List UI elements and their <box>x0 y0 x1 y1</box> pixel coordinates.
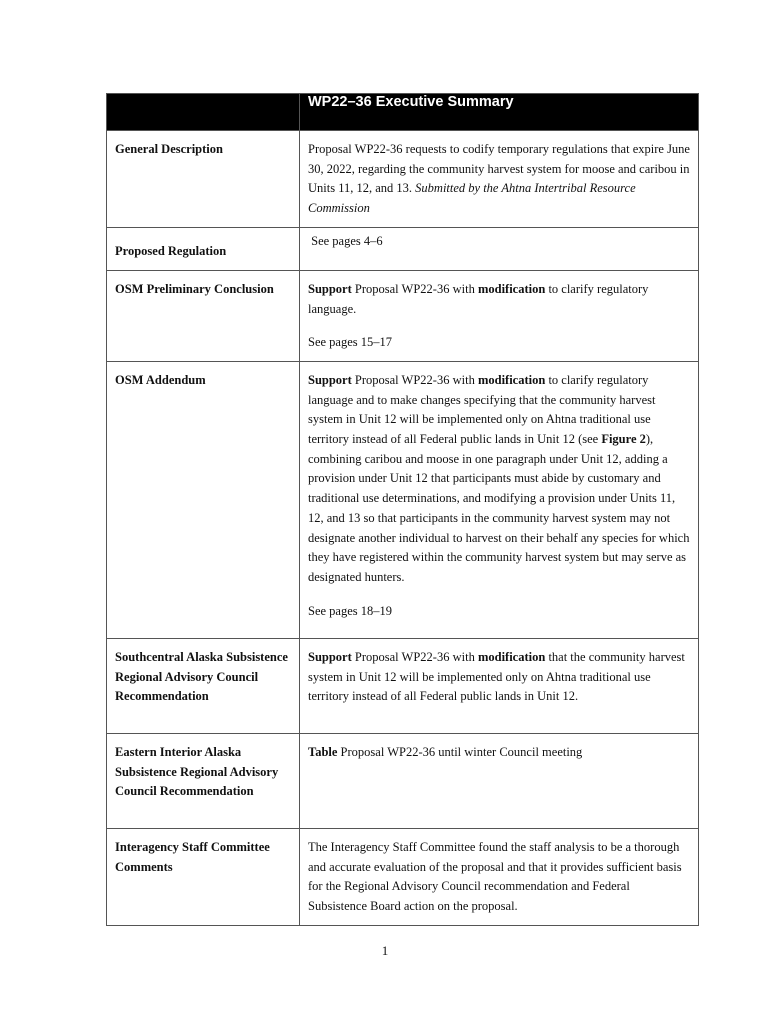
modification-keyword: modification <box>477 372 546 387</box>
row-label: OSM Addendum <box>107 361 300 638</box>
table-keyword: Table <box>308 744 338 759</box>
page-reference: See pages 18–19 <box>308 603 393 618</box>
header-blank-cell <box>107 94 300 131</box>
row-content: Support Proposal WP22-36 with modification that the community harvest system in Unit 12 will be implemented only on Ahtna traditional use territory instead of all Federal public lands in Unit 12. <box>300 638 699 733</box>
modification-keyword: modification <box>477 649 546 664</box>
support-keyword: Support <box>308 372 352 387</box>
row-content <box>300 227 699 270</box>
table-row <box>107 227 699 270</box>
submitted-by-text: Submitted by the Ahtna Intertribal Resource Commission <box>308 181 636 216</box>
page-reference: See pages 15–17 <box>308 335 393 350</box>
row-label: Interagency Staff Committee Comments <box>107 828 300 925</box>
general-description-text: Proposal WP22-36 requests to codify temporary regulations that expire June 30, 2022, regarding the community harvest system for moose and caribou in Units 11, 12, and 13. <box>308 142 690 196</box>
table-row <box>107 361 699 638</box>
table-header-row <box>107 94 699 131</box>
table-row <box>107 733 699 828</box>
page-number: 1 <box>381 943 389 958</box>
table-row <box>107 828 699 925</box>
row-label: General Description <box>107 131 300 228</box>
table-row <box>107 270 699 361</box>
isc-comments-text: The Interagency Staff Committee found the staff analysis to be a thorough and accurate evaluation of the proposal and that it provides sufficient basis for the Regional Advisory Council recommendation and Federal Subsistence Board action on the proposal. <box>308 839 682 914</box>
table-title: WP22–36 Executive Summary <box>300 94 699 131</box>
figure-reference: Figure 2 <box>601 432 646 447</box>
table-row <box>107 131 699 228</box>
row-label: OSM Preliminary Conclusion <box>107 270 300 361</box>
row-label: Eastern Interior Alaska Subsistence Regional Advisory Council Recommendation <box>107 733 300 828</box>
executive-summary-table <box>106 93 699 926</box>
row-content <box>300 131 699 228</box>
table-row <box>107 638 699 733</box>
row-label: Proposed Regulation <box>107 227 300 270</box>
support-keyword: Support <box>308 281 352 296</box>
modification-keyword: modification <box>477 281 546 296</box>
support-keyword: Support <box>308 649 352 664</box>
row-content: Support Proposal WP22-36 with modification to clarify regulatory language and to make changes specifying that the community harvest system in Unit 12 will be implemented only on Ahtna traditional use territory instead of all Federal public lands in Unit 12 (see Figure 2), combining caribou and moose in one paragraph under Unit 12, adding a provision under Unit 12 that participants must abide by customary and traditional use determinations, and modifying a provision under Units 11, 12, and 13 so that participants in the community harvest system may not designate another individual to harvest on their behalf any species for which they have registered within the community harvest system but may serve as designated hunters. See pages 18–19 <box>300 361 699 638</box>
row-content: Table Proposal WP22-36 until winter Council meeting <box>300 733 699 828</box>
row-content <box>300 828 699 925</box>
row-content: Support Proposal WP22-36 with modification to clarify regulatory language. See pages 15–17 <box>300 270 699 361</box>
proposed-regulation-pages: See pages 4–6 <box>308 233 383 248</box>
row-label: Southcentral Alaska Subsistence Regional Advisory Council Recommendation <box>107 638 300 733</box>
